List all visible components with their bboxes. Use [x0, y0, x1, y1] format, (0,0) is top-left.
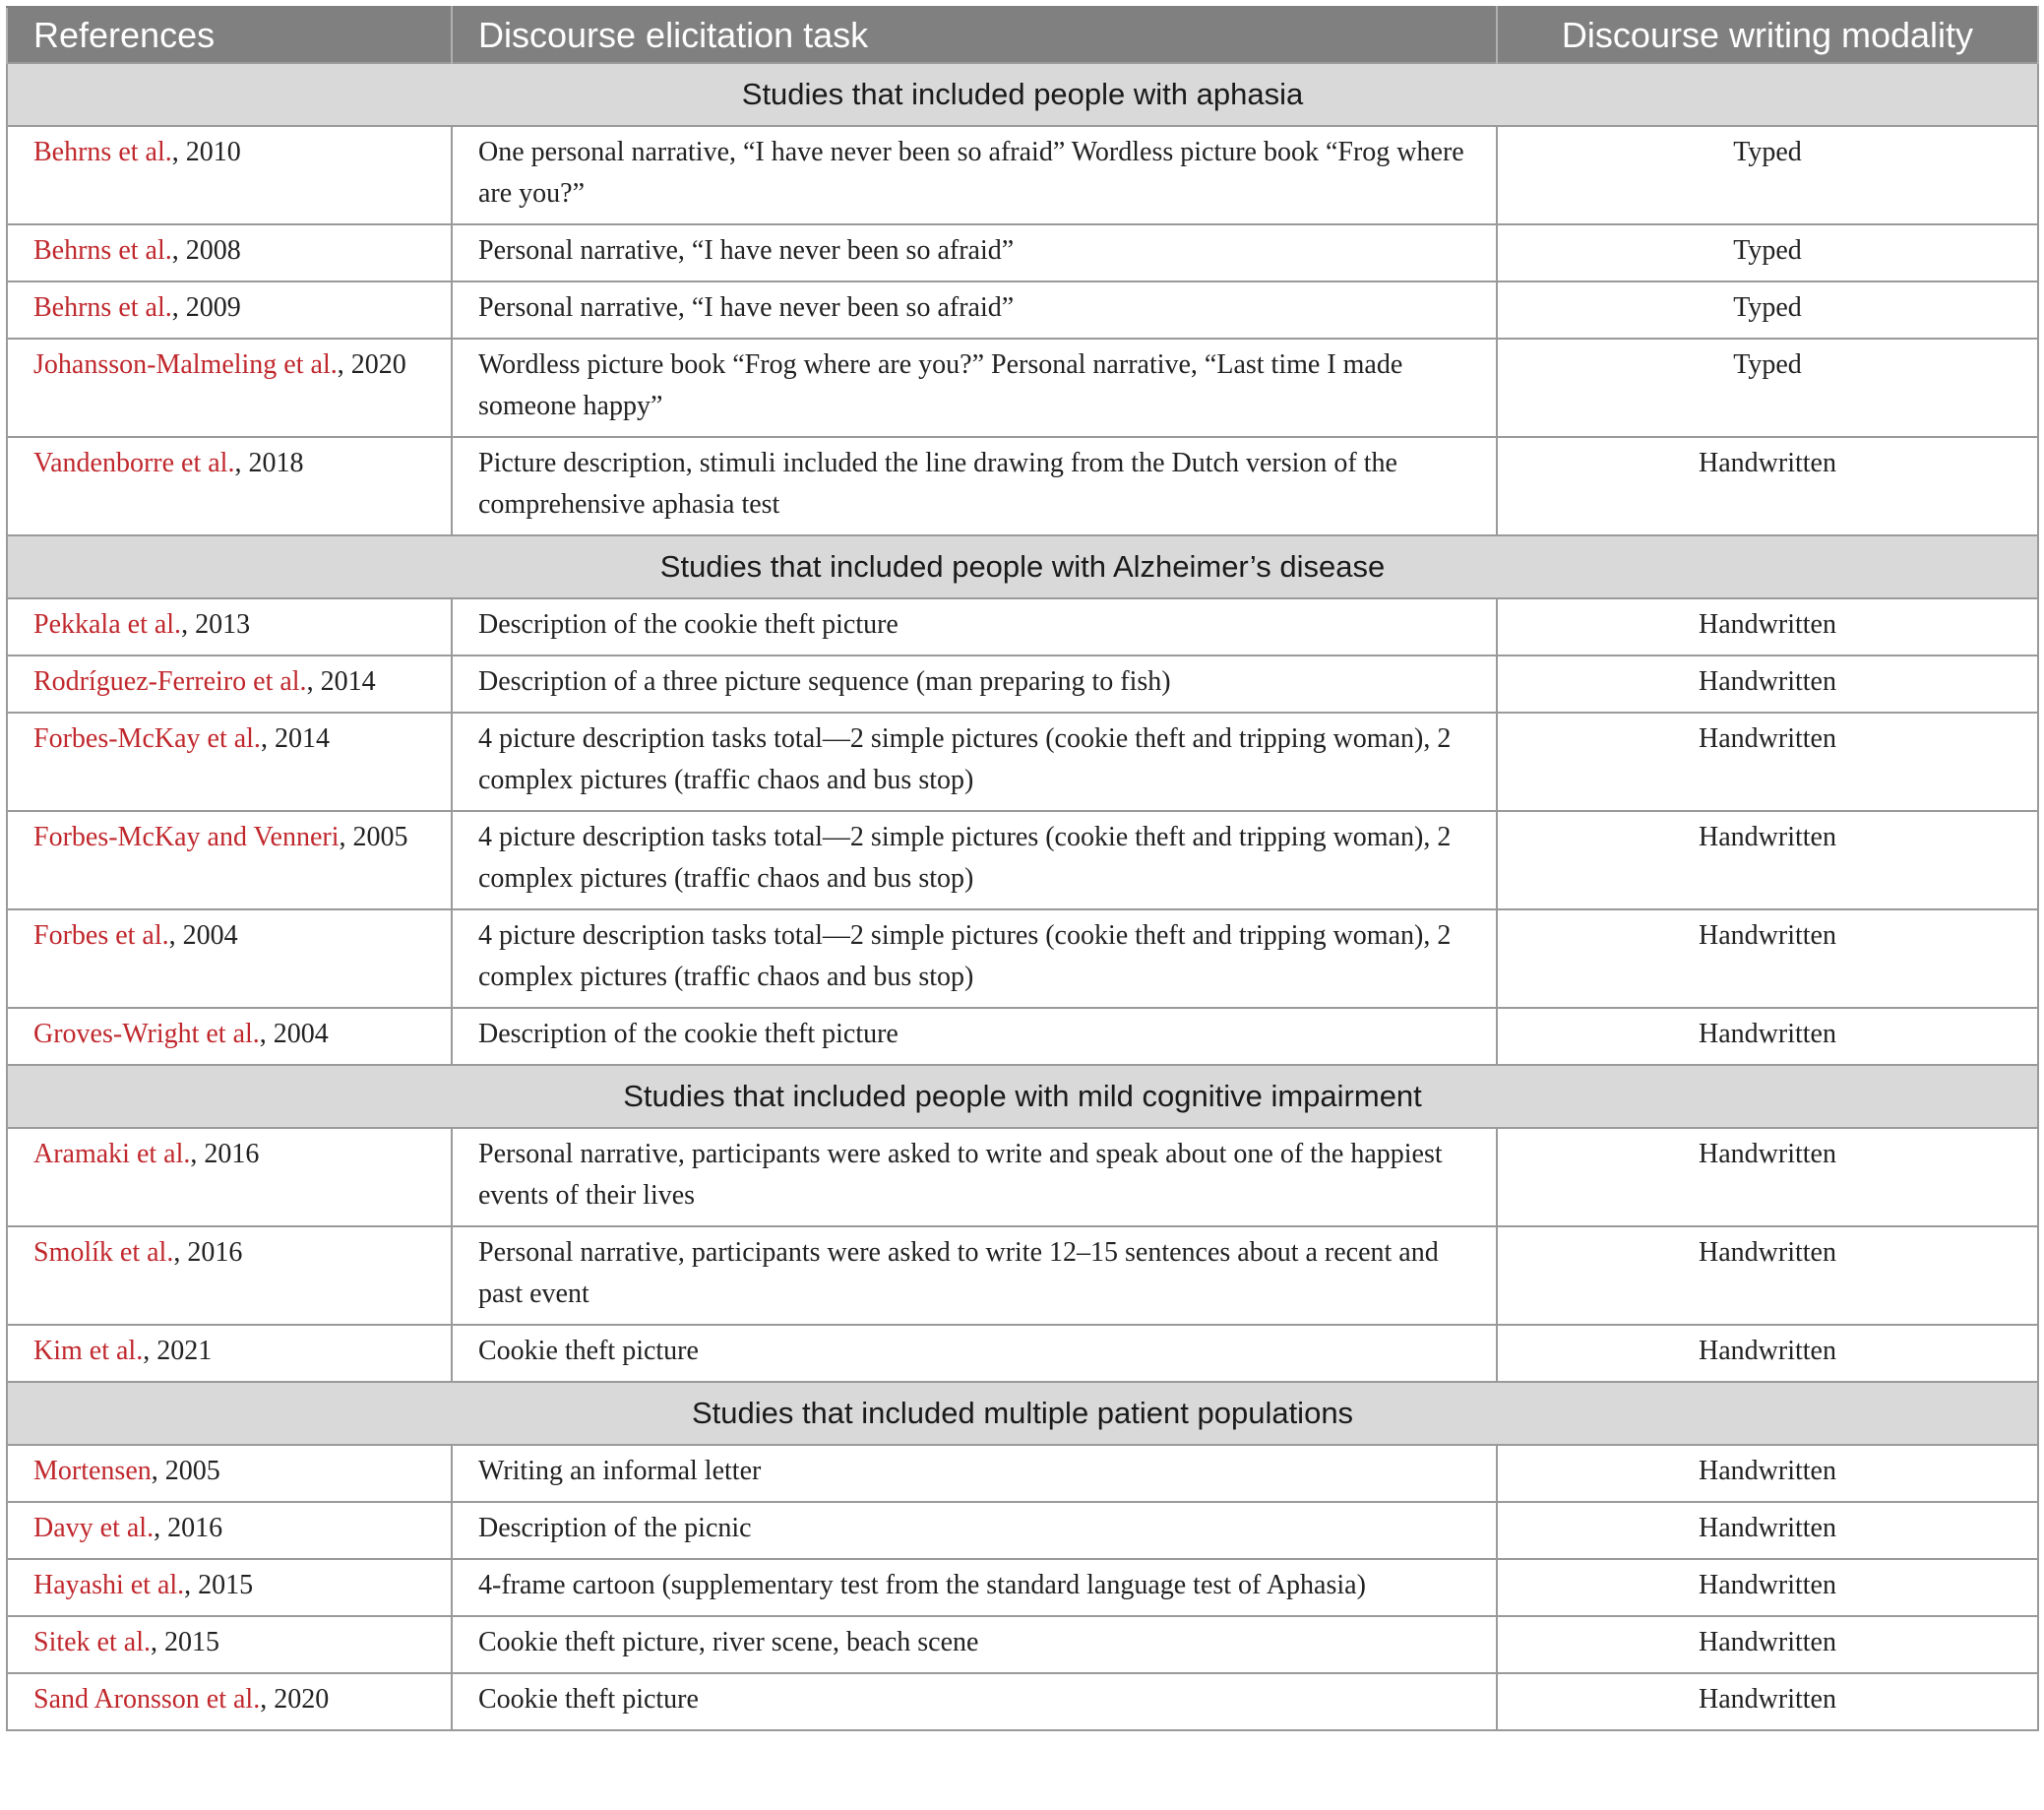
- reference-year: , 2004: [168, 920, 238, 951]
- reference-cell: [7, 1445, 452, 1502]
- reference-cell: [7, 339, 452, 437]
- reference-year: , 2016: [190, 1139, 260, 1169]
- task-cell: 4 picture description tasks total—2 simple pictures (cookie theft and tripping woman), 2 complex pictures (traffic chaos and bus stop): [452, 909, 1497, 1008]
- reference-cell: [7, 1502, 452, 1559]
- section-title: Studies that included people with Alzheimer’s disease: [7, 535, 2038, 598]
- modality-cell: Handwritten: [1497, 713, 2038, 811]
- table-row: [7, 1559, 2038, 1616]
- reference-link[interactable]: Rodríguez-Ferreiro et al.: [33, 666, 307, 697]
- table-row: [7, 909, 2038, 1008]
- task-cell: 4-frame cartoon (supplementary test from the standard language test of Aphasia): [452, 1559, 1497, 1616]
- task-cell: Description of the picnic: [452, 1502, 1497, 1559]
- table-row: [7, 713, 2038, 811]
- modality-cell: Handwritten: [1497, 1445, 2038, 1502]
- reference-cell: [7, 1616, 452, 1673]
- reference-year: , 2005: [339, 822, 408, 852]
- task-cell: Description of a three picture sequence (man preparing to fish): [452, 655, 1497, 713]
- task-cell: Writing an informal letter: [452, 1445, 1497, 1502]
- section-title: Studies that included people with mild cognitive impairment: [7, 1065, 2038, 1128]
- reference-cell: [7, 1325, 452, 1382]
- table-row: [7, 1616, 2038, 1673]
- header-row: [7, 7, 2038, 63]
- task-cell: Cookie theft picture, river scene, beach scene: [452, 1616, 1497, 1673]
- header-discourse-elicitation-task: Discourse elicitation task: [452, 7, 1497, 63]
- task-cell: One personal narrative, “I have never been so afraid” Wordless picture book “Frog where are you?”: [452, 126, 1497, 224]
- reference-link[interactable]: Behrns et al.: [33, 292, 172, 323]
- modality-cell: Handwritten: [1497, 1673, 2038, 1730]
- reference-year: , 2020: [337, 349, 406, 380]
- reference-link[interactable]: Forbes et al.: [33, 920, 169, 951]
- reference-year: , 2014: [306, 666, 376, 697]
- reference-cell: [7, 1128, 452, 1226]
- reference-link[interactable]: Pekkala et al.: [33, 609, 182, 640]
- table-row: [7, 598, 2038, 655]
- reference-cell: [7, 437, 452, 535]
- modality-cell: Handwritten: [1497, 1325, 2038, 1382]
- reference-cell: [7, 126, 452, 224]
- table-row: [7, 437, 2038, 535]
- modality-cell: Handwritten: [1497, 655, 2038, 713]
- reference-link[interactable]: Smolík et al.: [33, 1237, 174, 1268]
- section-title: Studies that included multiple patient populations: [7, 1382, 2038, 1445]
- reference-link[interactable]: Forbes-McKay et al.: [33, 723, 261, 754]
- task-cell: Cookie theft picture: [452, 1325, 1497, 1382]
- table-row: [7, 1502, 2038, 1559]
- modality-cell: Typed: [1497, 126, 2038, 224]
- table-row: [7, 224, 2038, 281]
- table-row: [7, 126, 2038, 224]
- reference-cell: [7, 1559, 452, 1616]
- section-header-row: [7, 63, 2038, 126]
- reference-cell: [7, 598, 452, 655]
- reference-cell: [7, 909, 452, 1008]
- reference-year: , 2021: [143, 1336, 213, 1366]
- header-references: References: [7, 7, 452, 63]
- modality-cell: Handwritten: [1497, 598, 2038, 655]
- task-cell: Description of the cookie theft picture: [452, 1008, 1497, 1065]
- modality-cell: Handwritten: [1497, 437, 2038, 535]
- task-cell: Picture description, stimuli included the line drawing from the Dutch version of the comprehensive aphasia test: [452, 437, 1497, 535]
- table-row: [7, 1673, 2038, 1730]
- table-row: [7, 1008, 2038, 1065]
- reference-year: , 2005: [151, 1456, 220, 1486]
- header-discourse-writing-modality: Discourse writing modality: [1497, 7, 2038, 63]
- task-cell: 4 picture description tasks total—2 simple pictures (cookie theft and tripping woman), 2 complex pictures (traffic chaos and bus stop): [452, 713, 1497, 811]
- reference-cell: [7, 655, 452, 713]
- table-row: [7, 1128, 2038, 1226]
- section-title: Studies that included people with aphasia: [7, 63, 2038, 126]
- task-cell: Personal narrative, “I have never been so afraid”: [452, 224, 1497, 281]
- section-header-row: [7, 1382, 2038, 1445]
- reference-link[interactable]: Sitek et al.: [33, 1627, 151, 1657]
- reference-year: , 2015: [150, 1627, 219, 1657]
- table-row: [7, 339, 2038, 437]
- task-cell: Personal narrative, participants were asked to write and speak about one of the happiest events of their lives: [452, 1128, 1497, 1226]
- modality-cell: Handwritten: [1497, 1226, 2038, 1325]
- reference-year: , 2010: [171, 137, 241, 167]
- table-row: [7, 1226, 2038, 1325]
- reference-link[interactable]: Mortensen: [33, 1456, 152, 1486]
- modality-cell: Handwritten: [1497, 1616, 2038, 1673]
- reference-year: , 2008: [171, 235, 241, 266]
- reference-year: , 2018: [234, 448, 304, 478]
- reference-link[interactable]: Kim et al.: [33, 1336, 144, 1366]
- reference-cell: [7, 224, 452, 281]
- task-cell: Description of the cookie theft picture: [452, 598, 1497, 655]
- reference-year: , 2020: [260, 1684, 330, 1715]
- table-body: [7, 63, 2038, 1730]
- section-header-row: [7, 535, 2038, 598]
- task-cell: Personal narrative, “I have never been so afraid”: [452, 281, 1497, 339]
- modality-cell: Handwritten: [1497, 909, 2038, 1008]
- reference-link[interactable]: Behrns et al.: [33, 137, 172, 167]
- reference-cell: [7, 713, 452, 811]
- modality-cell: Handwritten: [1497, 1559, 2038, 1616]
- reference-link[interactable]: Johansson-Malmeling et al.: [33, 349, 338, 380]
- reference-year: , 2016: [154, 1513, 223, 1543]
- reference-link[interactable]: Groves-Wright et al.: [33, 1019, 260, 1049]
- table-row: [7, 811, 2038, 909]
- task-cell: Personal narrative, participants were asked to write 12–15 sentences about a recent and past event: [452, 1226, 1497, 1325]
- task-cell: Wordless picture book “Frog where are you?” Personal narrative, “Last time I made someone happy”: [452, 339, 1497, 437]
- reference-link[interactable]: Behrns et al.: [33, 235, 172, 266]
- task-cell: 4 picture description tasks total—2 simple pictures (cookie theft and tripping woman), 2 complex pictures (traffic chaos and bus stop): [452, 811, 1497, 909]
- reference-year: , 2014: [260, 723, 330, 754]
- reference-year: , 2009: [171, 292, 241, 323]
- table-row: [7, 281, 2038, 339]
- reference-link[interactable]: Sand Aronsson et al.: [33, 1684, 261, 1715]
- task-cell: Cookie theft picture: [452, 1673, 1497, 1730]
- reference-link[interactable]: Vandenborre et al.: [33, 448, 235, 478]
- table-row: [7, 1325, 2038, 1382]
- reference-cell: [7, 281, 452, 339]
- reference-cell: [7, 1673, 452, 1730]
- modality-cell: Typed: [1497, 281, 2038, 339]
- reference-year: , 2016: [173, 1237, 243, 1268]
- modality-cell: Handwritten: [1497, 811, 2038, 909]
- studies-table: [6, 6, 2039, 1731]
- modality-cell: Typed: [1497, 339, 2038, 437]
- table-row: [7, 655, 2038, 713]
- reference-year: , 2013: [181, 609, 251, 640]
- modality-cell: Handwritten: [1497, 1008, 2038, 1065]
- reference-cell: [7, 1226, 452, 1325]
- reference-cell: [7, 1008, 452, 1065]
- reference-cell: [7, 811, 452, 909]
- reference-link[interactable]: Hayashi et al.: [33, 1570, 185, 1600]
- table-row: [7, 1445, 2038, 1502]
- section-header-row: [7, 1065, 2038, 1128]
- modality-cell: Handwritten: [1497, 1128, 2038, 1226]
- reference-link[interactable]: Forbes-McKay and Venneri: [33, 822, 340, 852]
- reference-year: , 2004: [259, 1019, 329, 1049]
- reference-link[interactable]: Aramaki et al.: [33, 1139, 191, 1169]
- modality-cell: Typed: [1497, 224, 2038, 281]
- reference-link[interactable]: Davy et al.: [33, 1513, 155, 1543]
- modality-cell: Handwritten: [1497, 1502, 2038, 1559]
- reference-year: , 2015: [184, 1570, 254, 1600]
